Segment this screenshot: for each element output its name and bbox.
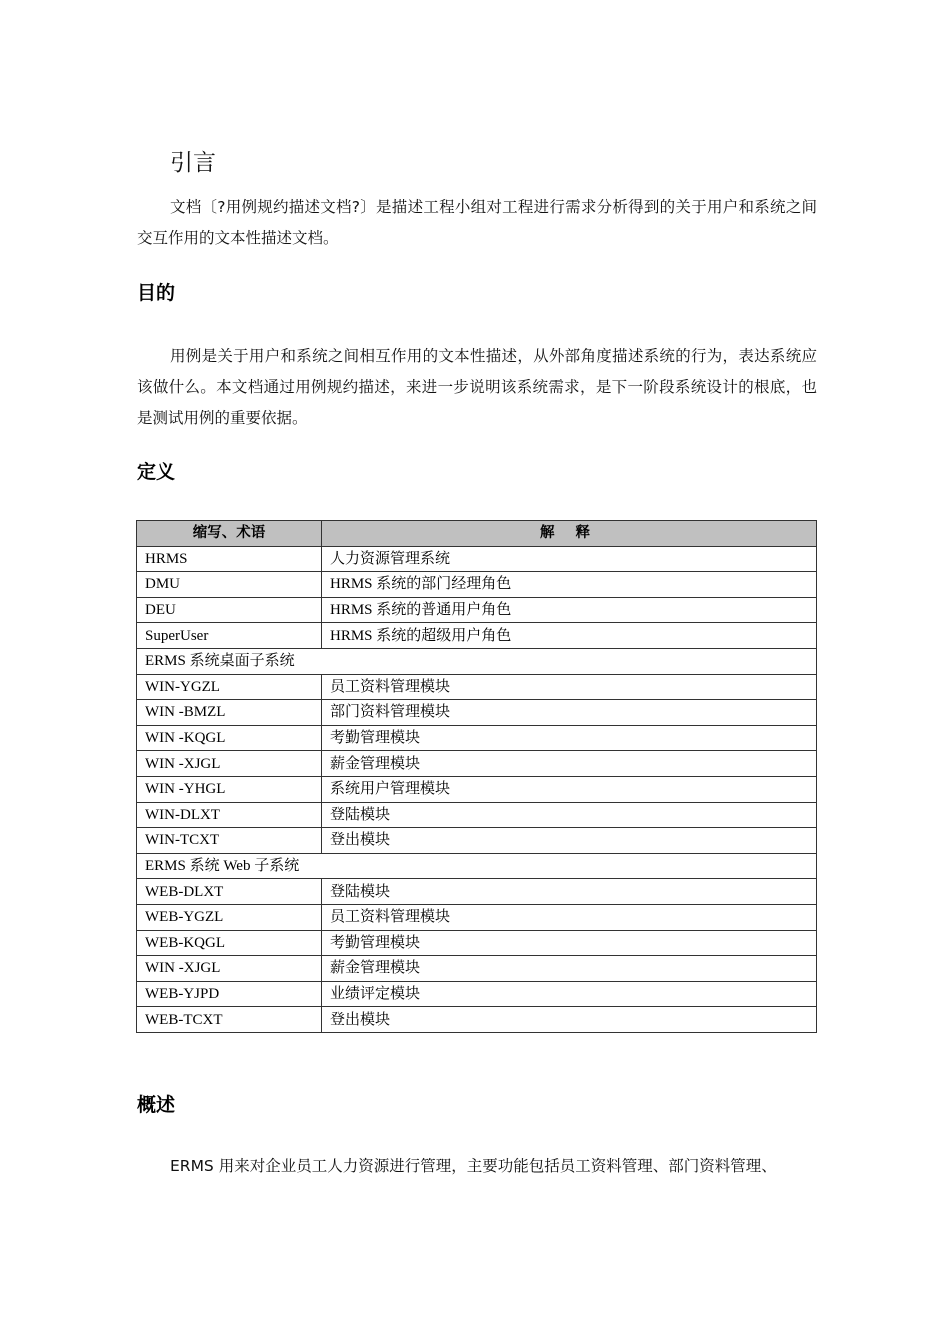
table-row bbox=[137, 751, 817, 777]
intro-title: 引言 bbox=[170, 150, 216, 176]
purpose-heading: 目的 bbox=[137, 282, 176, 304]
table-row bbox=[137, 776, 817, 802]
overview-paragraph: ERMS 用来对企业员工人力资源进行管理，主要功能包括员工资料管理、部门资料管理、 bbox=[170, 1157, 777, 1175]
description-cell: 员工资料管理模块 bbox=[322, 904, 817, 930]
purpose-paragraph: 用例是关于用户和系统之间相互作用的文本性描述，从外部角度描述系统的行为，表达系统应该做什么。本文档通过用例规约描述，来进一步说明该系统需求，是下一阶段系统设计的根底，也是测试用例的重要依据。 bbox=[137, 347, 817, 427]
header-term: 缩写、术语 bbox=[137, 521, 322, 547]
definitions-heading: 定义 bbox=[137, 461, 176, 483]
term-cell: WEB-YJPD bbox=[137, 981, 322, 1007]
table-row bbox=[137, 904, 817, 930]
table-row bbox=[137, 828, 817, 854]
term-cell: WEB-KQGL bbox=[137, 930, 322, 956]
table-row bbox=[137, 802, 817, 828]
term-cell: WIN-YGZL bbox=[137, 674, 322, 700]
table-row bbox=[137, 572, 817, 598]
table-row bbox=[137, 674, 817, 700]
table-row bbox=[137, 700, 817, 726]
term-cell: WEB-TCXT bbox=[137, 1007, 322, 1033]
table-row bbox=[137, 930, 817, 956]
term-cell: WIN-DLXT bbox=[137, 802, 322, 828]
table-row bbox=[137, 879, 817, 905]
term-cell: WIN -KQGL bbox=[137, 725, 322, 751]
description-cell: 系统用户管理模块 bbox=[322, 776, 817, 802]
term-cell: WIN -XJGL bbox=[137, 956, 322, 982]
term-cell: WEB-YGZL bbox=[137, 904, 322, 930]
term-cell: HRMS bbox=[137, 546, 322, 572]
definitions-table-body bbox=[137, 546, 817, 1032]
table-row bbox=[137, 981, 817, 1007]
description-cell: 部门资料管理模块 bbox=[322, 700, 817, 726]
description-cell: 考勤管理模块 bbox=[322, 930, 817, 956]
description-cell: 薪金管理模块 bbox=[322, 751, 817, 777]
term-cell: WIN -YHGL bbox=[137, 776, 322, 802]
description-cell: 业绩评定模块 bbox=[322, 981, 817, 1007]
table-row bbox=[137, 546, 817, 572]
term-cell: WIN -BMZL bbox=[137, 700, 322, 726]
description-cell: HRMS 系统的超级用户角色 bbox=[322, 623, 817, 649]
description-cell: 登陆模块 bbox=[322, 879, 817, 905]
overview-heading: 概述 bbox=[137, 1094, 176, 1116]
description-cell: 薪金管理模块 bbox=[322, 956, 817, 982]
table-group-row bbox=[137, 648, 817, 674]
term-cell: DMU bbox=[137, 572, 322, 598]
group-label: ERMS 系统桌面子系统 bbox=[137, 648, 817, 674]
table-row bbox=[137, 1007, 817, 1033]
description-cell: 考勤管理模块 bbox=[322, 725, 817, 751]
description-cell: 登出模块 bbox=[322, 1007, 817, 1033]
header-description: 解 释 bbox=[322, 521, 817, 547]
description-cell: 人力资源管理系统 bbox=[322, 546, 817, 572]
table-row bbox=[137, 725, 817, 751]
intro-paragraph: 文档〔?用例规约描述文档?〕是描述工程小组对工程进行需求分析得到的关于用户和系统之间交互作用的文本性描述文档。 bbox=[137, 198, 817, 247]
description-cell: HRMS 系统的部门经理角色 bbox=[322, 572, 817, 598]
table-row bbox=[137, 623, 817, 649]
definitions-table bbox=[136, 520, 817, 1033]
term-cell: WEB-DLXT bbox=[137, 879, 322, 905]
table-row bbox=[137, 956, 817, 982]
table-group-row bbox=[137, 853, 817, 879]
description-cell: HRMS 系统的普通用户角色 bbox=[322, 597, 817, 623]
description-cell: 登陆模块 bbox=[322, 802, 817, 828]
term-cell: SuperUser bbox=[137, 623, 322, 649]
description-cell: 员工资料管理模块 bbox=[322, 674, 817, 700]
group-label: ERMS 系统 Web 子系统 bbox=[137, 853, 817, 879]
description-cell: 登出模块 bbox=[322, 828, 817, 854]
table-row bbox=[137, 597, 817, 623]
term-cell: DEU bbox=[137, 597, 322, 623]
term-cell: WIN-TCXT bbox=[137, 828, 322, 854]
table-header-row bbox=[137, 521, 817, 547]
term-cell: WIN -XJGL bbox=[137, 751, 322, 777]
